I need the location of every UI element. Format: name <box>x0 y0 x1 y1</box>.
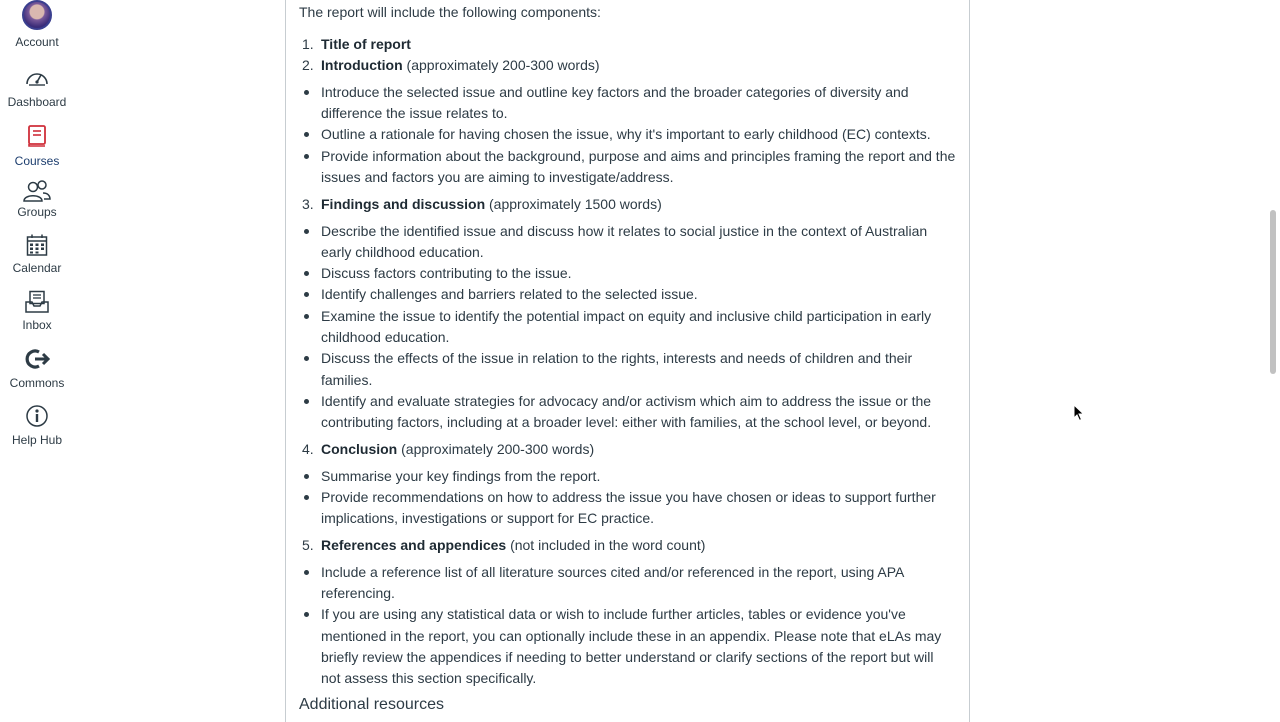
nav-groups[interactable] <box>0 180 74 219</box>
section-title: Title of report <box>321 36 411 52</box>
groups-icon <box>22 180 52 202</box>
nav-dashboard[interactable] <box>0 67 74 109</box>
section-title: Findings and discussion (approximately 1500 words) <box>321 196 662 212</box>
list-number: 4. <box>302 441 314 457</box>
nav-courses[interactable] <box>0 124 74 168</box>
additional-resources-heading: Additional resources <box>299 696 444 713</box>
bullet <box>304 292 309 297</box>
list-item: childhood education. <box>321 329 450 345</box>
list-item: difference the issue relates to. <box>321 105 508 121</box>
calendar-icon <box>25 233 49 257</box>
bullet <box>304 399 309 404</box>
bullet <box>304 314 309 319</box>
info-icon <box>25 404 49 428</box>
section-title: Introduction (approximately 200-300 words) <box>321 57 600 73</box>
list-item: Discuss factors contributing to the issue. <box>321 265 572 281</box>
list-item: Examine the issue to identify the potential impact on equity and inclusive child participation in early <box>321 308 932 324</box>
scrollbar-thumb[interactable] <box>1270 210 1276 374</box>
bullet <box>304 154 309 159</box>
list-item: not assess this section specifically. <box>321 670 537 686</box>
section-title: References and appendices (not included in the word count) <box>321 537 706 553</box>
global-nav <box>0 0 74 720</box>
list-item: Provide information about the background, purpose and aims and principles framing the report and the <box>321 148 956 164</box>
nav-dashboard-label: Dashboard <box>7 95 67 109</box>
list-item: Introduce the selected issue and outline key factors and the broader categories of diversity and <box>321 84 909 100</box>
intro-text: The report will include the following components: <box>299 4 601 20</box>
bullet <box>304 495 309 500</box>
bullet <box>304 271 309 276</box>
bullet <box>304 612 309 617</box>
list-item: contributing factors, including at a broader level: either with families, at the school level, or beyond. <box>321 414 932 430</box>
list-item: Summarise your key findings from the report. <box>321 468 601 484</box>
list-item: families. <box>321 372 373 388</box>
nav-help[interactable] <box>0 404 74 447</box>
list-number: 3. <box>302 196 314 212</box>
book-icon <box>25 124 49 148</box>
nav-calendar-label: Calendar <box>12 261 62 275</box>
list-item: implications, investigations or support for EC practice. <box>321 510 655 526</box>
list-item: issues and factors you are aiming to investigate/address. <box>321 169 674 185</box>
bullet <box>304 229 309 234</box>
avatar[interactable] <box>22 0 52 30</box>
nav-courses-label: Courses <box>14 154 60 168</box>
section-title: Conclusion (approximately 200-300 words) <box>321 441 595 457</box>
commons-icon <box>24 348 50 370</box>
list-item: If you are using any statistical data or wish to include further articles, tables or evidence you've <box>321 606 906 622</box>
bullet <box>304 474 309 479</box>
list-number: 2. <box>302 57 314 73</box>
nav-inbox[interactable] <box>0 290 74 332</box>
nav-help-label: Help Hub <box>11 433 63 447</box>
list-number: 1. <box>302 36 314 52</box>
bullet <box>304 132 309 137</box>
list-item: Include a reference list of all literature sources cited and/or referenced in the report, using APA <box>321 564 905 580</box>
list-item: Discuss the effects of the issue in relation to the rights, interests and needs of children and their <box>321 350 913 366</box>
nav-account[interactable] <box>0 0 74 49</box>
bullet <box>304 570 309 575</box>
list-item: early childhood education. <box>321 244 484 260</box>
list-item: mentioned in the report, you can optionally include these in an appendix. Please note that eLAs may <box>321 628 942 644</box>
list-item: referencing. <box>321 585 395 601</box>
list-item: Identify and evaluate strategies for advocacy and/or activism which aim to address the issue or the <box>321 393 932 409</box>
list-item: briefly review the appendices if needing to better understand or clarify sections of the report but will <box>321 649 934 665</box>
dashboard-icon <box>24 67 50 89</box>
list-item: Provide recommendations on how to address the issue you have chosen or ideas to support further <box>321 489 936 505</box>
nav-commons[interactable] <box>0 348 74 390</box>
list-item: Identify challenges and barriers related to the selected issue. <box>321 286 698 302</box>
list-item: Outline a rationale for having chosen the issue, why it's important to early childhood (EC) contexts. <box>321 126 931 142</box>
nav-calendar[interactable] <box>0 233 74 275</box>
list-item: Describe the identified issue and discuss how it relates to social justice in the context of Australian <box>321 223 928 239</box>
nav-groups-label: Groups <box>17 205 57 219</box>
mouse-cursor-icon <box>1073 404 1085 422</box>
inbox-icon <box>24 290 50 314</box>
nav-inbox-label: Inbox <box>22 318 52 332</box>
bullet <box>304 356 309 361</box>
list-number: 5. <box>302 537 314 553</box>
nav-account-label: Account <box>15 35 59 49</box>
bullet <box>304 90 309 95</box>
nav-commons-label: Commons <box>9 376 65 390</box>
